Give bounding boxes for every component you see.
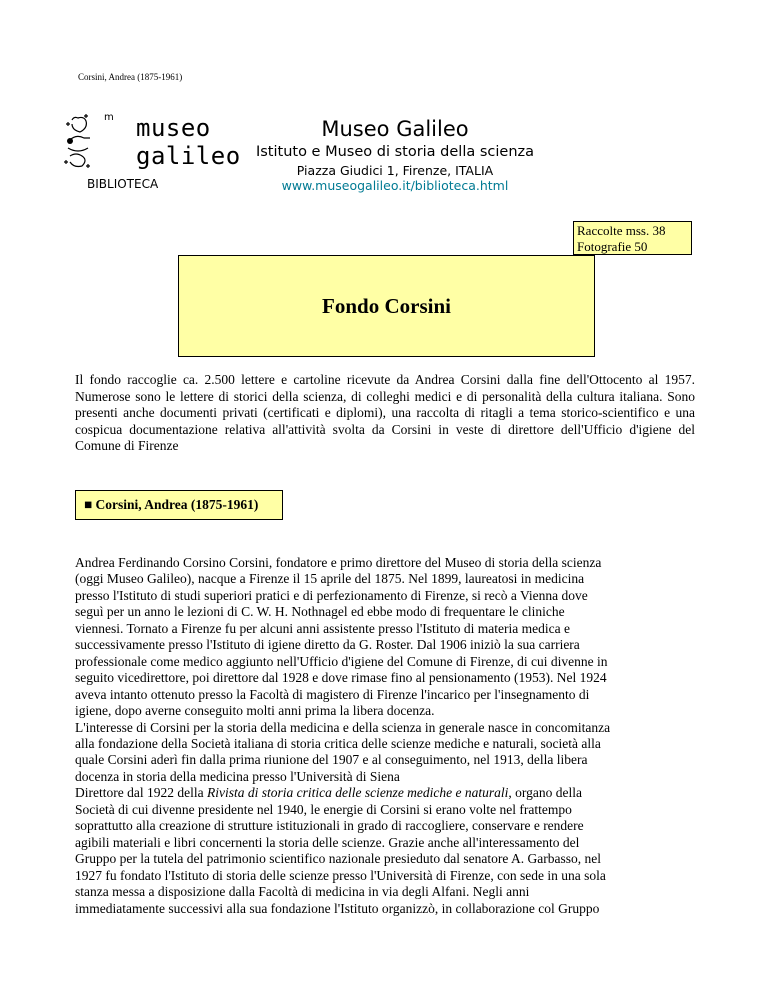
fondo-title-box (178, 255, 595, 357)
institution-url-link[interactable]: www.museogalileo.it/biblioteca.html (281, 178, 509, 193)
bio-line: 1927 fu fondato l'Istituto di storia delle scienze presso l'Università di Firenze, con sede in una sola (75, 867, 606, 883)
bio-line: agibili materiali e libri concernenti la storia delle scienze. Grazie anche all'interessamento del (75, 834, 580, 850)
biography-text (75, 555, 695, 917)
bio-line: successivamente presso l'Istituto di igiene diretto da G. Roster. Dal 1906 iniziò la sua carriera (75, 637, 580, 653)
institution-name: Museo Galileo (321, 117, 469, 141)
director-prefix: Direttore dal 1922 della (75, 785, 207, 801)
bio-line: igiene, dopo averne conseguito molti anni prima la libera docenza. (75, 703, 435, 719)
bio-line: quale Corsini aderì fin dalla prima riunione del 1907 e al conseguimento, nel 1913, della libera (75, 752, 588, 768)
institution-subtitle: Istituto e Museo di storia della scienza (255, 144, 535, 160)
institution-block (240, 116, 550, 193)
bio-line: stanza messa a disposizione dalla Facoltà di medicina in via degli Alfani. Negli anni (75, 884, 530, 900)
museo-galileo-logo (60, 112, 241, 192)
bio-line: seguì per un anno le lezioni di C. W. H. Nothnagel ed ebbe modo di frequentare le cliniche (75, 604, 565, 620)
bio-line: docenza in storia della medicina presso l'Università di Siena (75, 768, 400, 784)
collection-reference-box (573, 221, 692, 255)
bio-line: aveva intanto ottenuto presso la Facoltà di magistero di Firenze l'incarico per l'insegnamento di (75, 686, 590, 702)
bio-line: viennesi. Tornato a Firenze fu per alcuni anni assistente presso l'Istituto di materia medica e (75, 620, 570, 636)
fondo-title: Fondo Corsini (322, 293, 451, 318)
logo-superscript: m (104, 112, 114, 123)
running-header: Corsini, Andrea (1875-1961) (78, 72, 183, 82)
bio-line: alla fondazione della Società italiana di storia critica delle scienze mediche e naturali, società alla (75, 735, 601, 751)
logo-word-galileo: galileo (136, 142, 241, 170)
logo-word-museo: museo (136, 114, 211, 142)
bio-line: soprattutto alla creazione di strutture istituzionali in grado di raccogliere, conservare e rendere (75, 818, 584, 834)
bio-line-director (75, 785, 695, 801)
bio-line: Gruppo per la tutela del patrimonio scientifico nazionale presieduto dal senatore A. Garbasso, nel (75, 851, 601, 867)
bio-line: Andrea Ferdinando Corsino Corsini, fondatore e primo direttore del Museo di storia della scienza (75, 555, 602, 570)
reference-line-1: Raccolte mss. 38 (577, 223, 666, 238)
bio-line: seguito vicedirettore, poi direttore dal 1928 e dove rimase fino al pensionamento (1953). Nel 1924 (75, 670, 607, 686)
bio-line: immediatamente successivi alla sua fondazione l'Istituto organizzò, in collaborazione col Gruppo (75, 900, 600, 916)
institution-address: Piazza Giudici 1, Firenze, ITALIA (296, 163, 494, 178)
reference-line-2: Fotografie 50 (577, 239, 648, 254)
bio-line: professionale come medico aggiunto nell'Ufficio d'igiene del Comune di Firenze, di cui divenne in (75, 653, 608, 669)
bio-line: (oggi Museo Galileo), nacque a Firenze il 15 aprile del 1875. Nel 1899, laureatosi in medicina (75, 571, 585, 587)
intro-paragraph: Il fondo raccoglie ca. 2.500 lettere e cartoline ricevute da Andrea Corsini dalla fine dell'Ottocento al 1957. Numerose sono le lettere di storici della scienza, di colleghi medici e di personalità della cultura italiana. Sono presenti anche documenti privati (certificati e diplomi), una raccolta di ritagli a tema storico-scientifico e una cospicua documentazione relativa all'attività svolta da Corsini in veste di direttore dell'Ufficio d'igiene del Comune di Firenze (75, 372, 695, 453)
bio-line: presso l'Istituto di studi superiori pratici e di perfezionamento di Firenze, si recò a Vienna dove (75, 587, 588, 603)
bio-line: Società di cui divenne presidente nel 1940, le energie di Corsini si erano volte nel frattempo (75, 801, 572, 817)
journal-title: Rivista di storia critica delle scienze mediche e naturali (206, 785, 509, 801)
bio-line: L'interesse di Corsini per la storia della medicina e della scienza in generale nasce in concomitanza (75, 719, 611, 735)
logo-subtitle: BIBLIOTECA (87, 177, 159, 191)
person-heading-box: ■ Corsini, Andrea (1875-1961) (75, 490, 283, 520)
logo-mark-icon (60, 112, 130, 182)
director-suffix: , organo della (508, 785, 583, 801)
